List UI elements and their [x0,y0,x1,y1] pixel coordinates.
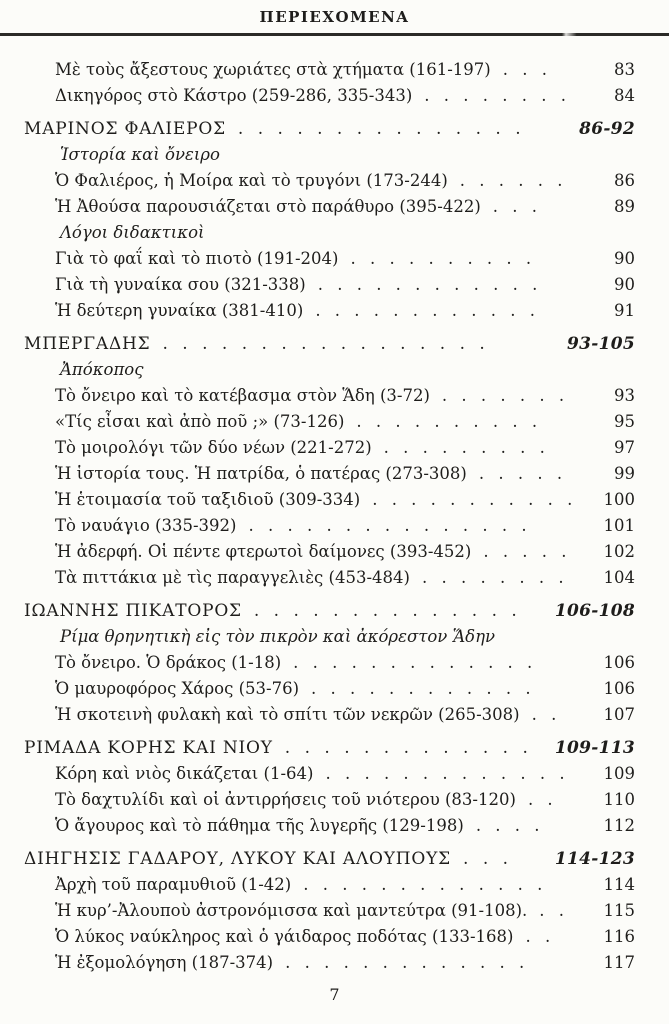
toc-row-entry [24,487,635,513]
toc-title: ΡΙΜΑΔΑ ΚΟΡΗΣ ΚΑΙ ΝΙΟΥ [24,738,273,758]
toc-row-entry [24,898,635,924]
toc-title: Τὸ μοιρολόγι τῶν δύο νέων (221-272) [55,438,372,457]
toc-title: Ἡ ἐξομολόγηση (187-374) [55,953,274,972]
toc-page-number: 117 [603,953,635,972]
toc-page-number: 112 [603,816,635,835]
toc-row-entry [24,168,635,194]
dot-leader: . . . . . . . . . [383,438,545,457]
dot-leader: . . . . . . . . . . . . . [293,653,533,672]
toc-row-section [24,116,635,142]
toc-title: Κόρη καὶ νιὸς δικάζεται (1-64) [55,764,314,783]
dot-leader: . . . [502,60,547,79]
toc-title: Ὁ λύκος ναύκληρος καὶ ὁ γάιδαρος ποδότας (133-168) [55,927,514,946]
toc-title: ΜΠΕΡΓΑΔΗΣ [24,334,151,354]
toc-row-section [24,598,635,624]
dot-leader: . . . . . . . . . . . . . . . . . [162,334,485,354]
dot-leader: . . . . . . . . . . . . [315,301,535,320]
toc-row-sub [24,142,635,168]
toc-title: Ρίμα θρηνητικὴ εἰς τὸν πικρὸν καὶ ἀκόρεστον Ἅδην [60,627,496,646]
toc-title: Ἡ ἱστορία τους. Ἡ πατρίδα, ὁ πατέρας (273-308) [55,464,467,483]
toc-row-entry [24,272,635,298]
dot-leader: . . . . . . [459,171,563,190]
dot-leader: . . . . . . . . . . . [372,490,573,509]
dot-leader: . . . . . . . . [424,86,566,105]
toc-page-number: 115 [603,901,635,920]
toc-page-number: 83 [614,60,635,79]
toc-page-number: 100 [603,490,635,509]
toc-page-number: 102 [603,542,635,561]
toc-title: Ἡ σκοτεινὴ φυλακὴ καὶ τὸ σπίτι τῶν νεκρῶν (265-308) [55,705,520,724]
toc-row-sub [24,357,635,383]
toc-row-entry [24,761,635,787]
toc-title: Ὁ ἄγουρος καὶ τὸ πάθημα τῆς λυγερῆς (129-198) [55,816,464,835]
dot-leader: . . . . . . . . . . . . . [303,875,543,894]
toc-title: Τὸ ὄνειρο. Ὁ δράκος (1-18) [55,653,282,672]
toc-title: ΙΩΑΝΝΗΣ ΠΙΚΑΤΟΡΟΣ [24,601,242,621]
toc-page-number: 93-105 [567,334,635,354]
dot-leader: . . . . . . . . . . . . [317,275,538,294]
toc-title: Ὁ μαυροφόρος Χάρος (53-76) [55,679,300,698]
toc-row-section [24,331,635,357]
dot-leader: . . . . . [483,542,567,561]
dot-leader: . . [531,705,557,724]
toc-page-number: 86 [614,171,635,190]
dot-leader: . . . [492,197,537,216]
toc-row-entry [24,435,635,461]
toc-title: Ὁ Φαλιέρος, ἡ Μοίρα καὶ τὸ τρυγόνι (173-244) [55,171,448,190]
toc-row-entry [24,246,635,272]
toc-row-sub [24,624,635,650]
dot-leader: . . . . . [478,464,563,483]
dot-leader: . . . . . . . . . . . . . . . [237,119,521,139]
toc-page-number: 101 [603,516,635,535]
dot-leader: . . [527,790,553,809]
toc-row-entry [24,676,635,702]
dot-leader: . . [539,901,565,920]
toc-row-entry [24,702,635,728]
toc-row-entry [24,950,635,976]
toc-title: Τὸ δαχτυλίδι καὶ οἱ ἀντιρρήσεις τοῦ νιότερου (83-120) [55,790,516,809]
toc-row-entry [24,383,635,409]
toc-row-entry [24,298,635,324]
toc-title: ΜΑΡΙΝΟΣ ΦΑΛΙΕΡΟΣ [24,119,226,139]
toc-title: ΔΙΗΓΗΣΙΣ ΓΑΔΑΡΟΥ, ΛΥΚΟΥ ΚΑΙ ΑΛΟΥΠΟΥΣ [24,849,452,869]
toc-row-entry [24,813,635,839]
toc-title: Ἀπόκοπος [60,360,144,379]
toc-row-entry [24,461,635,487]
toc-row-entry [24,924,635,950]
toc-page-number: 109 [603,764,635,783]
toc-row-entry [24,539,635,565]
toc-title: Τὰ πιττάκια μὲ τὶς παραγγελιὲς (453-484) [55,568,410,587]
toc-page-number: 89 [614,197,635,216]
toc-title: Ἡ ἀδερφή. Οἱ πέντε φτερωτοὶ δαίμονες (393-452) [55,542,472,561]
toc-title: Δικηγόρος στὸ Κάστρο (259-286, 335-343) [55,86,413,105]
toc-page-number: 114-123 [554,849,635,869]
toc-row-section [24,735,635,761]
dot-leader: . . . . . . . . . . . . . [284,738,528,758]
dot-leader: . . . . . . . . . . . . [311,679,531,698]
dot-leader: . . . . . . . . . . [356,412,538,431]
toc-row-sub [24,220,635,246]
toc-page-number: 109-113 [554,738,635,758]
toc-row-entry [24,872,635,898]
toc-row-entry [24,83,635,109]
dot-leader: . . . [463,849,509,869]
toc-page-number: 104 [603,568,635,587]
toc-page-number: 93 [614,386,635,405]
toc-page-number: 90 [614,275,635,294]
dot-leader: . . . . . . . . . . . . . [325,764,565,783]
toc-page-number: 106-108 [554,601,635,621]
toc-row-entry [24,409,635,435]
toc-page-number: 84 [614,86,635,105]
toc-row-entry [24,513,635,539]
dot-leader: . . . . . . . . . . [350,249,532,268]
toc-title: «Τίς εἶσαι καὶ ἀπὸ ποῦ ;» (73-126) [55,412,345,431]
toc-title: Τὸ ναυάγιο (335-392) [55,516,237,535]
toc-title: Μὲ τοὺς ἄξεστους χωριάτες στὰ χτήματα (161-197) [55,60,491,79]
toc-page-number: 99 [614,464,635,483]
dot-leader: . . . . . . . . . . . . . . [253,601,517,621]
dot-leader: . . . . . . . [441,386,565,405]
toc-page-number: 116 [603,927,635,946]
toc-row-entry [24,650,635,676]
toc-row-entry [24,787,635,813]
toc-title: Ἡ κυρ’-Ἀλουποὺ ἀστρονόμισσα καὶ μαντεύτρα (91-108). [55,901,528,920]
toc-page-number: 114 [603,875,635,894]
toc-title: Γιὰ τὸ φαΐ καὶ τὸ πιοτὸ (191-204) [55,249,339,268]
page-title: ΠΕΡΙΕΧΟΜΕΝΑ [259,8,410,26]
dot-leader: . . . . . . . . . . . . . . . [248,516,527,535]
toc-page-number: 106 [603,679,635,698]
toc-page-number: 95 [614,412,635,431]
toc-title: Ἡ Ἀθούσα παρουσιάζεται στὸ παράθυρο (395-422) [55,197,481,216]
dot-leader: . . . . . . . . . . . . . [285,953,525,972]
toc-page-number: 86-92 [579,119,635,139]
toc-title: Γιὰ τὴ γυναίκα σου (321-338) [55,275,306,294]
toc-row-entry [24,194,635,220]
toc-page-number: 97 [614,438,635,457]
toc-page-number: 90 [614,249,635,268]
toc-page-number: 106 [603,653,635,672]
toc-title: Ἱστορία καὶ ὄνειρο [60,145,220,164]
toc-page-number: 107 [603,705,635,724]
dot-leader: . . [525,927,551,946]
footer-page-number: 7 [329,985,340,1004]
dot-leader: . . . . [475,816,540,835]
toc-title: Λόγοι διδακτικοὶ [60,223,205,242]
dot-leader: . . . . . . . . [421,568,564,587]
toc-row-section [24,846,635,872]
toc-page-number: 110 [603,790,635,809]
toc-title: Ἡ ἑτοιμασία τοῦ ταξιδιοῦ (309-334) [55,490,361,509]
toc-page-number: 91 [614,301,635,320]
toc-row-entry [24,565,635,591]
toc-title: Ἡ δεύτερη γυναίκα (381-410) [55,301,304,320]
toc-list [0,36,669,976]
toc-title: Τὸ ὄνειρο καὶ τὸ κατέβασμα στὸν Ἅδη (3-72) [55,386,430,405]
toc-row-entry [24,57,635,83]
toc-title: Ἀρχὴ τοῦ παραμυθιοῦ (1-42) [55,875,292,894]
